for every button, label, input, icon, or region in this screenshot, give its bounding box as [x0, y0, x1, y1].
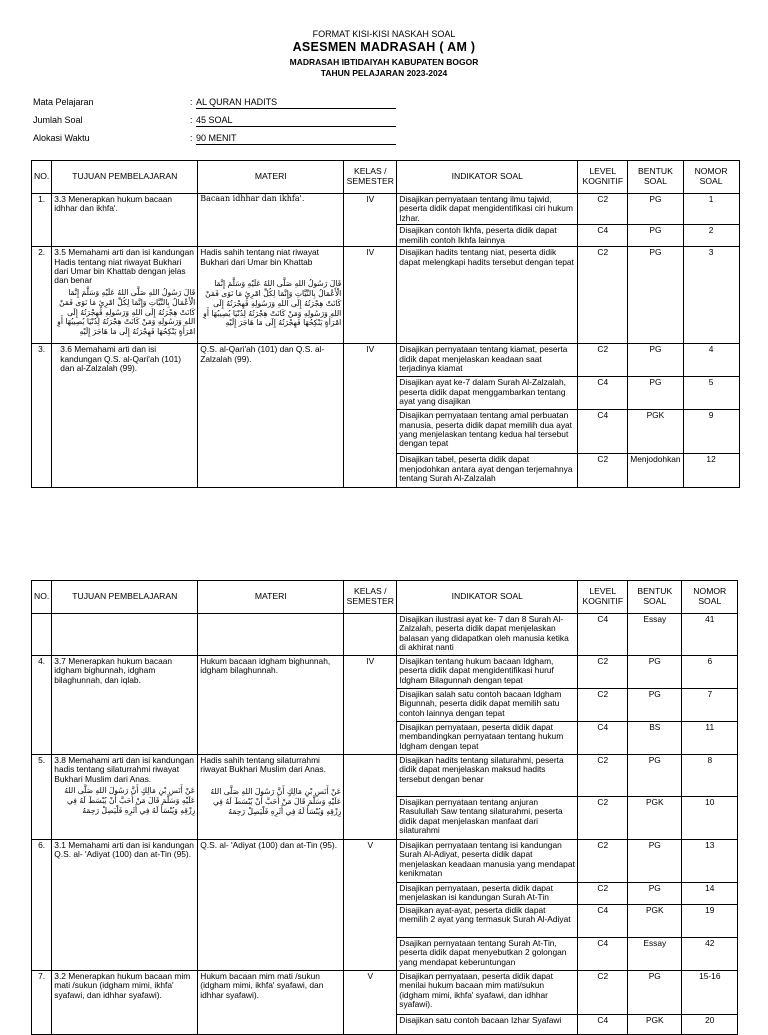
- cell-level: C4: [578, 722, 628, 755]
- cell-indikator: Disajikan hadits tentang niat, peserta didik dapat melengkapi hadits tersebut dengan tepat: [397, 247, 578, 344]
- cell-level: C2: [578, 194, 628, 225]
- cell-bentuk: PG: [628, 840, 682, 883]
- cell-indikator: Disajikan pernyataan tentang kiamat, peserta didik dapat menjelaskan keadaan saat terjadinya kiamat: [397, 344, 578, 377]
- cell-indikator: Disajikan ayat-ayat, peserta didik dapat memilih 2 ayat yang termasuk Surah Al-Adiyat: [397, 905, 578, 938]
- cell-nomor: 42: [682, 938, 738, 971]
- col-header-bentuk: BENTUK SOAL: [628, 161, 683, 194]
- cell-indikator: Disajikan tentang hukum bacaan Idgham, peserta didik dapat mengidentifikasi huruf Idgham Bilagunnah dengan tepat: [397, 656, 578, 689]
- cell-no: 4.: [32, 656, 52, 755]
- meta-colon: :: [190, 115, 193, 125]
- meta-value: 45 SOAL: [196, 115, 396, 127]
- meta-colon: :: [190, 133, 193, 143]
- table-row: [32, 614, 738, 656]
- meta-label: Jumlah Soal: [33, 115, 83, 125]
- cell-kelas: [344, 614, 397, 656]
- cell-no: 1.: [32, 194, 52, 247]
- cell-materi: [198, 755, 344, 840]
- col-header-tujuan: TUJUAN PEMBELAJARAN: [52, 581, 198, 614]
- cell-level: C4: [578, 614, 628, 656]
- cell-bentuk: PGK: [628, 797, 682, 840]
- cell-level: C2: [578, 344, 628, 377]
- cell-nomor: 19: [682, 905, 738, 938]
- cell-nomor: 4: [683, 344, 739, 377]
- cell-tujuan: [52, 755, 198, 840]
- kisi-kisi-table-2: [31, 580, 738, 1035]
- table-row: [32, 194, 740, 225]
- cell-bentuk: PGK: [628, 410, 683, 454]
- col-header-indikator: INDIKATOR SOAL: [397, 161, 578, 194]
- cell-bentuk: PG: [628, 225, 683, 247]
- col-header-nomor: NOMOR SOAL: [683, 161, 739, 194]
- cell-kelas: V: [344, 840, 397, 971]
- col-header-materi: MATERI: [198, 161, 344, 194]
- cell-tujuan: [52, 614, 198, 656]
- cell-tujuan: 3.2 Menerapkan hukum bacaan mim mati /sukun (idgham mimi, ikhfa' syafawi, dan idhhar syafawi).: [52, 971, 198, 1035]
- cell-bentuk: Menjodohkan: [628, 454, 683, 488]
- cell-no: 6.: [32, 840, 52, 971]
- cell-indikator: Disajikan pernyataan tentang anjuran Rasulullah Saw tentang silaturahmi, peserta didik dapat menjelaskan manfaat dari silaturahmi: [397, 797, 578, 840]
- cell-bentuk: BS: [628, 722, 682, 755]
- col-header-no: NO.: [32, 581, 52, 614]
- cell-materi: [198, 614, 344, 656]
- cell-indikator: Disajikan ilustrasi ayat ke- 7 dan 8 Surah Al-Zalzalah, peserta didik dapat menjelaskan balasan yang didapatkan oleh manusia ketika di akhirat nanti: [397, 614, 578, 656]
- cell-indikator: Disajikan tabel, peserta didik dapat menjodohkan antara ayat dengan terjemahnya tentang Surah Al-Zalzalah: [397, 454, 578, 488]
- table-row: [32, 755, 738, 797]
- cell-level: C2: [578, 247, 628, 344]
- cell-nomor: 3: [683, 247, 739, 344]
- cell-level: C4: [578, 905, 628, 938]
- meta-label: Mata Pelajaran: [33, 97, 94, 107]
- col-header-kelas: KELAS / SEMESTER: [344, 161, 397, 194]
- cell-kelas: IV: [344, 247, 397, 344]
- cell-indikator: Disajikan ayat ke-7 dalam Surah Al-Zalzalah, peserta didik dapat menggambarkan tentang ayat yang disajikan: [397, 377, 578, 410]
- cell-indikator: Disajikan pernyataan tentang ilmu tajwid, peserta didik dapat mengidentifikasi ciri hukum Izhar.: [397, 194, 578, 225]
- table-row: [32, 840, 738, 883]
- document-page-1: [0, 0, 768, 505]
- hadith-arabic-text: قَالَ رَسُولُ اللهِ صَلَّى اللهُ عَلَيْهِ وَسَلَّمَ إِنَّمَا الْأَعْمَالُ بِالنِّيَّاتِ وَإِنَّمَا لِكُلِّ امْرِئٍ مَا نَوَى فَمَنْ كَانَتْ هِجْرَتُهُ إِلَى اللهِ وَرَسُولِهِ فَهِجْرَتُهُ إِلَى اللهِ وَرَسُولِهِ وَمَنْ كَانَتْ هِجْرَتُهُ لِدُنْيَا يُصِيبُهَا أَوِ امْرَأَةٍ يَنْكِحُهَا فَهِجْرَتُهُ إِلَى مَا هَاجَرَ إِلَيْهِ: [203, 279, 342, 328]
- materi-text: Hadis sahih tentang niat riwayat Bukhari dari Umar bin Khattab: [200, 247, 319, 267]
- col-header-bentuk: BENTUK SOAL: [628, 581, 682, 614]
- cell-kelas: [344, 755, 397, 840]
- cell-level: C2: [578, 883, 628, 905]
- col-header-level: LEVEL KOGNITIF: [578, 581, 628, 614]
- cell-level: C4: [578, 377, 628, 410]
- cell-nomor: 14: [682, 883, 738, 905]
- cell-tujuan: 3.7 Menerapkan hukum bacaan idgham bighunnah, idgham bilaghunnah, dan iqlab.: [52, 656, 198, 755]
- materi-text: Hadis sahih tentang silaturrahmi riwayat Bukhari Muslim dari Anas.: [200, 755, 326, 775]
- cell-level: C4: [578, 1015, 628, 1035]
- cell-tujuan: 3.1 Memahami arti dan isi kandungan Q.S. al- 'Adiyat (100) dan at-Tin (95).: [52, 840, 198, 971]
- cell-indikator: Disajikan satu contoh bacaan Izhar Syafawi: [397, 1015, 578, 1035]
- table-header-row: [32, 581, 738, 614]
- cell-materi: Hukum bacaan mim mati /sukun (idgham mimi, ikhfa' syafawi, dan idhhar syafawi).: [198, 971, 344, 1035]
- meta-value: 90 MENIT: [196, 133, 396, 145]
- cell-indikator: Disajikan hadits tentang silaturahmi, peserta didik dapat menjelaskan maksud hadits tersebut dengan benar: [397, 755, 578, 797]
- cell-kelas: IV: [344, 194, 397, 247]
- cell-nomor: 20: [682, 1015, 738, 1035]
- hadith-arabic-text: عَنْ أَنَسِ بْنِ مَالِكٍ أَنَّ رَسُولَ اللهِ صَلَّى اللهُ عَلَيْهِ وَسَلَّمَ قَالَ مَنْ أَحَبَّ أَنْ يُبْسَطَ لَهُ فِي رِزْقِهِ وَيُنْسَأَ لَهُ فِي أَثَرِهِ فَلْيَصِلْ رَحِمَهُ: [64, 786, 196, 815]
- col-header-level: LEVEL KOGNITIF: [578, 161, 628, 194]
- cell-kelas: IV: [344, 344, 397, 488]
- table-row: [32, 656, 738, 689]
- cell-tujuan: 3.6 Memahami arti dan isi kandungan Q.S. al-Qari'ah (101) dan al-Zalzalah (99).: [52, 344, 198, 488]
- cell-bentuk: PGK: [628, 1015, 682, 1035]
- cell-nomor: 9: [683, 410, 739, 454]
- cell-level: C2: [578, 656, 628, 689]
- meta-label: Alokasi Waktu: [33, 133, 90, 143]
- table-row: [32, 344, 740, 377]
- col-header-kelas: KELAS / SEMESTER: [344, 581, 397, 614]
- cell-level: C4: [578, 938, 628, 971]
- cell-materi: Q.S. al- 'Adiyat (100) dan at-Tin (95).: [198, 840, 344, 971]
- hadith-arabic-text: قَالَ رَسُولُ اللهِ صَلَّى اللهُ عَلَيْهِ وَسَلَّمَ إِنَّمَا الْأَعْمَالُ بِالنِّيَّاتِ وَإِنَّمَا لِكُلِّ امْرِئٍ مَا نَوَى فَمَنْ كَانَتْ هِجْرَتُهُ إِلَى اللهِ وَرَسُولِهِ فَهِجْرَتُهُ إِلَى اللهِ وَرَسُولِهِ وَمَنْ كَانَتْ هِجْرَتُهُ لِدُنْيَا يُصِيبُهَا أَوِ امْرَأَةٍ يَنْكِحُهَا فَهِجْرَتُهُ إِلَى مَا هَاجَرَ إِلَيْهِ: [57, 287, 196, 337]
- doc-institution: MADRASAH IBTIDAIYAH KABUPATEN BOGOR: [289, 57, 479, 67]
- cell-nomor: 15-16: [682, 971, 738, 1015]
- col-header-no: NO.: [32, 161, 52, 194]
- doc-main-title: ASESMEN MADRASAH ( AM ): [292, 40, 476, 54]
- cell-bentuk: PG: [628, 247, 683, 344]
- cell-nomor: 12: [683, 454, 739, 488]
- cell-bentuk: PG: [628, 344, 683, 377]
- cell-level: C2: [578, 797, 628, 840]
- col-header-tujuan: TUJUAN PEMBELAJARAN: [52, 161, 198, 194]
- cell-level: C2: [578, 840, 628, 883]
- cell-level: C2: [578, 971, 628, 1015]
- cell-nomor: 13: [682, 840, 738, 883]
- cell-materi: [198, 247, 344, 344]
- cell-kelas: IV: [344, 656, 397, 755]
- cell-materi: Bacaan idhhar dan ikhfa'.: [198, 194, 344, 247]
- cell-nomor: 41: [682, 614, 738, 656]
- cell-level: C2: [578, 454, 628, 488]
- cell-no: 7.: [32, 971, 52, 1035]
- cell-nomor: 6: [682, 656, 738, 689]
- cell-materi: Hukum bacaan idgham bighunnah, idgham bilaghunnah.: [198, 656, 344, 755]
- cell-tujuan: [52, 247, 198, 344]
- doc-year: TAHUN PELAJARAN 2023-2024: [320, 68, 448, 78]
- table-header-row: [32, 161, 740, 194]
- cell-indikator: Disajikan pernyataan, peserta didik dapat menjelaskan isi kandungan Surah At-Tin: [397, 883, 578, 905]
- cell-indikator: Disajikan contoh Ikhfa, peserta didik dapat memilih contoh Ikhfa lainnya: [397, 225, 578, 247]
- cell-no: [32, 614, 52, 656]
- cell-no: 2.: [32, 247, 52, 344]
- cell-bentuk: PG: [628, 883, 682, 905]
- col-header-indikator: INDIKATOR SOAL: [397, 581, 578, 614]
- cell-nomor: 8: [682, 755, 738, 797]
- cell-level: C2: [578, 689, 628, 722]
- cell-indikator: Disajikan pernyataan tentang amal perbuatan manusia, peserta didik dapat memilih dua ayat yang menjelaskan tentang kedua hal tersebut dengan tepat: [397, 410, 578, 454]
- page-gap: [0, 505, 768, 567]
- cell-level: C4: [578, 410, 628, 454]
- cell-bentuk: PG: [628, 377, 683, 410]
- cell-level: C4: [578, 225, 628, 247]
- cell-materi: Q.S. al-Qari'ah (101) dan Q.S. al-Zalzalah (99).: [198, 344, 344, 488]
- cell-bentuk: Essay: [628, 614, 682, 656]
- cell-no: 5.: [32, 755, 52, 840]
- cell-bentuk: Essay: [628, 938, 682, 971]
- cell-nomor: 1: [683, 194, 739, 225]
- col-header-nomor: NOMOR SOAL: [682, 581, 738, 614]
- cell-indikator: Disajikan salah satu contoh bacaan Idgham Bigunnah, peserta didik dapat memilih satu contoh lainnya dengan tepat: [397, 689, 578, 722]
- cell-indikator: Dsajikan pernyataan tentang Surah At-Tin, peserta didik dapat menyebutkan 2 golongan yang mendapat keberuntungan: [397, 938, 578, 971]
- kisi-kisi-table-1: [31, 160, 740, 488]
- cell-bentuk: PG: [628, 755, 682, 797]
- cell-nomor: 10: [682, 797, 738, 840]
- cell-bentuk: PG: [628, 689, 682, 722]
- cell-indikator: Disajikan pernyataan, peserta didik dapat membandingkan pernyataan tentang hukum Idgham dengan tepat: [397, 722, 578, 755]
- cell-bentuk: PG: [628, 194, 683, 225]
- col-header-materi: MATERI: [198, 581, 344, 614]
- document-page-2: [0, 567, 768, 1024]
- table-row: [32, 247, 740, 344]
- cell-tujuan: 3.3 Menerapkan hukum bacaan idhhar dan ikhfa'.: [52, 194, 198, 247]
- cell-nomor: 11: [682, 722, 738, 755]
- meta-value: AL QURAN HADITS: [196, 97, 396, 109]
- table-row: [32, 971, 738, 1015]
- cell-kelas: V: [344, 971, 397, 1035]
- tujuan-text: 3.5 Memahami arti dan isi kandungan Hadis tentang niat riwayat Bukhari dari Umar bin Khattab dengan jelas dan benar: [54, 247, 194, 286]
- hadith-arabic-text: عَنْ أَنَسِ بْنِ مَالِكٍ أَنَّ رَسُولَ اللهِ صَلَّى اللهُ عَلَيْهِ وَسَلَّمَ قَالَ مَنْ أَحَبَّ أَنْ يُبْسَطَ لَهُ فِي رِزْقِهِ وَيُنْسَأَ لَهُ فِي أَثَرِهِ فَلْيَصِلْ رَحِمَهُ: [210, 786, 342, 816]
- cell-nomor: 7: [682, 689, 738, 722]
- cell-indikator: Disajikan pernyataan, peserta didik dapat menilai hukum bacaan mim mati/sukun (idgham mimi, ikhfa' syafawi, dan idhhar syafawi).: [397, 971, 578, 1015]
- meta-colon: :: [190, 97, 193, 107]
- tujuan-text: 3.8 Memahami arti dan isi kandungan hadis tentang silaturrahmi riwayat Bukhari Muslim dari Anas.: [54, 755, 194, 784]
- cell-no: 3.: [32, 344, 52, 488]
- cell-bentuk: PG: [628, 656, 682, 689]
- cell-bentuk: PGK: [628, 905, 682, 938]
- cell-level: C2: [578, 755, 628, 797]
- cell-bentuk: PG: [628, 971, 682, 1015]
- cell-indikator: Disajikan pernyataan tentang isi kandungan Surah Al-Adiyat, peserta didik dapat menjelaskan keadaan manusia yang mendapat kenikmatan: [397, 840, 578, 883]
- doc-format-title: FORMAT KISI-KISI NASKAH SOAL: [312, 29, 456, 39]
- cell-nomor: 2: [683, 225, 739, 247]
- cell-nomor: 5: [683, 377, 739, 410]
